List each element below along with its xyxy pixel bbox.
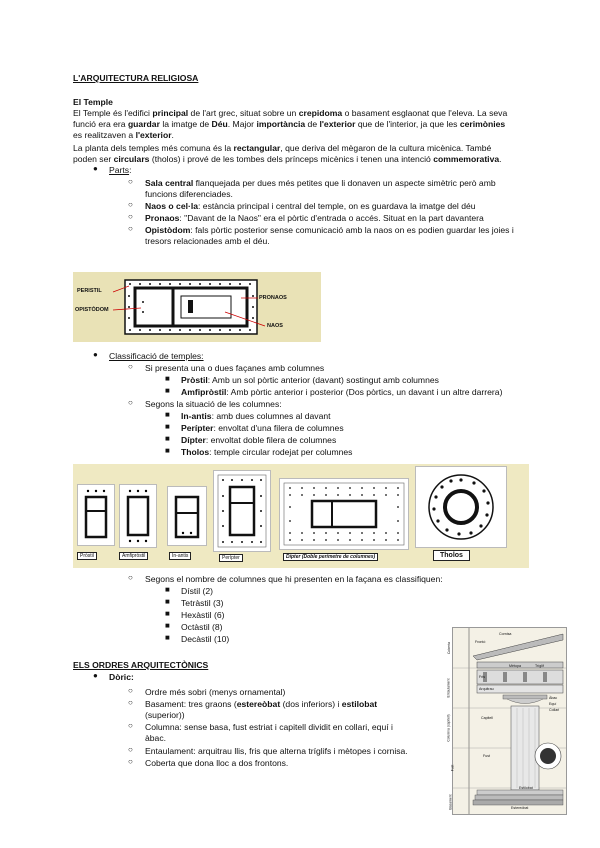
- temple-paragraph-1-line-3: es realitzaven a l'exterior.: [73, 130, 174, 140]
- situation-peripter: Perípter: envoltat d'una filera de columnes: [181, 423, 344, 433]
- bullet-square: ■: [165, 446, 170, 455]
- doric-item-2-cont: (superior)): [145, 710, 185, 720]
- part-item-opistodom: Opistòdom: fals pòrtic posterior sense comunicació amb la naos on es podien guardar les joies i: [145, 225, 514, 235]
- caption-amfiprostil: Amfipròstil: [119, 552, 148, 560]
- temple-paragraph-2-line-2: poden ser circulars (tholos) i prové de les tombes dels prínceps micènics i tenen una intenció commemorativa.: [73, 154, 502, 164]
- diagram-label-fronto: Frontó: [475, 640, 486, 644]
- part-item-sala-central: Sala central flanquejada per dues més petites que li donaven un aspecte simètric però amb: [145, 178, 496, 188]
- inantis-plan: [167, 486, 207, 546]
- facades-intro: Si presenta una o dues façanes amb columnes: [145, 363, 325, 373]
- caption-tholos: Tholos: [433, 550, 470, 561]
- page-title: L'ARQUITECTURA RELIGIOSA: [73, 73, 199, 83]
- doric-label: Dòric:: [109, 672, 134, 682]
- bullet-square: ■: [165, 410, 170, 419]
- bullet-circle: ○: [128, 177, 133, 186]
- bullet-square: ■: [165, 633, 170, 642]
- bullet-circle: ○: [128, 721, 133, 730]
- caption-dipter: Dípter (Doble perímetre de columnes): [283, 553, 378, 561]
- bullet-dot: ●: [93, 671, 98, 680]
- diagram-label-estereobat: Estereòbat: [511, 806, 529, 810]
- bullet-square: ■: [165, 597, 170, 606]
- caption-inantis: In-antis: [169, 552, 191, 560]
- classification-label: Classificació de temples:: [109, 351, 204, 361]
- diagram-label-collari: Collari: [549, 708, 560, 712]
- diagram-label-cornisa: Cornisa: [499, 632, 512, 636]
- bullet-circle: ○: [128, 212, 133, 221]
- part-item-naos: Naos o cel·la: estància principal i central del temple, on es guardava la imatge del déu: [145, 201, 476, 211]
- bullet-circle: ○: [128, 757, 133, 766]
- plan-label-peristil: PERISTIL: [77, 288, 102, 294]
- doric-order-drawing: [453, 628, 566, 814]
- diagram-side-basament: Basament: [448, 794, 453, 810]
- doric-item-3-cont: àbac.: [145, 733, 167, 743]
- bullet-square: ■: [165, 585, 170, 594]
- diagram-label-abac: Àbac: [549, 696, 558, 700]
- tholos-plan: [415, 466, 507, 548]
- bullet-square: ■: [165, 386, 170, 395]
- temple-plan-drawing: [73, 272, 321, 342]
- diagram-label-fust: Fust: [483, 754, 490, 758]
- part-item-opistodom-cont: tresors relacionades amb el déu.: [145, 236, 270, 246]
- diagram-label-triglif: Tríglif: [535, 664, 544, 668]
- situation-inantis: In-antis: amb dues columnes al davant: [181, 411, 331, 421]
- bullet-square: ■: [165, 621, 170, 630]
- facade-prostil: Pròstil: Amb un sol pòrtic anterior (davant) sostingut amb columnes: [181, 375, 439, 385]
- bullet-circle: ○: [128, 686, 133, 695]
- count-octastil: Octàstil (8): [181, 622, 223, 632]
- bullet-square: ■: [165, 609, 170, 618]
- count-tetrastil: Tetràstil (3): [181, 598, 224, 608]
- temple-types-figure: [73, 464, 529, 568]
- peripter-plan: [213, 470, 271, 552]
- count-hexastil: Hexàstil (6): [181, 610, 225, 620]
- caption-peripter: Perípter: [219, 554, 243, 562]
- bullet-circle: ○: [128, 573, 133, 582]
- bullet-square: ■: [165, 374, 170, 383]
- diagram-label-equi: Equí: [549, 702, 557, 706]
- doric-item-3: Columna: sense basa, fust estriat i capitell dividit en collari, equí i: [145, 722, 393, 732]
- diagram-side-fust: Fust: [450, 764, 455, 772]
- amfiprostil-plan: [119, 484, 157, 548]
- situation-intro: Segons la situació de les columnes:: [145, 399, 282, 409]
- diagram-label-arquitrau: Arquitrau: [479, 687, 494, 691]
- bullet-circle: ○: [128, 745, 133, 754]
- section-heading-orders: ELS ORDRES ARQUITECTÒNICS: [73, 660, 209, 670]
- bullet-dot: ●: [93, 164, 98, 173]
- situation-tholos: Tholos: temple circular rodejat per columnes: [181, 447, 353, 457]
- section-heading-temple: El Temple: [73, 97, 113, 107]
- bullet-circle: ○: [128, 698, 133, 707]
- situation-dipter: Dípter: envoltat doble filera de columnes: [181, 435, 337, 445]
- facade-amfiprostil: Amfipròstil: Amb pòrtic anterior i posterior (Dos pòrtics, un davant i un altre darrera): [181, 387, 503, 397]
- temple-plan-figure: [73, 272, 321, 342]
- count-distil: Dístil (2): [181, 586, 213, 596]
- diagram-label-estilobat: Estilobat: [519, 786, 533, 790]
- bullet-circle: ○: [128, 398, 133, 407]
- temple-paragraph-1-line-2: funció era era guardar la imatge de Déu. Major importància de l'exterior que de l'interior, ja que les cerimònies: [73, 119, 506, 129]
- dipter-plan: [279, 478, 409, 550]
- diagram-label-fris: Fris: [479, 675, 485, 679]
- bullet-dot: ●: [93, 350, 98, 359]
- parts-label: Parts:: [109, 165, 132, 175]
- caption-prostil: Pròstil: [77, 552, 97, 560]
- plan-label-opistodom: OPISTÒDOM: [75, 307, 109, 313]
- bullet-circle: ○: [128, 200, 133, 209]
- doric-item-5: Coberta que dona lloc a dos frontons.: [145, 758, 289, 768]
- count-intro: Segons el nombre de columnes que hi presenten en la façana es classifiquen:: [145, 574, 443, 584]
- bullet-circle: ○: [128, 362, 133, 371]
- count-decastil: Decàstil (10): [181, 634, 230, 644]
- part-item-sala-central-cont: funcions diferenciades.: [145, 189, 233, 199]
- diagram-side-coberta: Coberta: [447, 641, 452, 655]
- bullet-square: ■: [165, 422, 170, 431]
- diagram-side-entaulament: Entaulament: [446, 678, 451, 698]
- plan-label-pronaos: PRONAOS: [259, 295, 287, 301]
- temple-paragraph-1-line-1: El Temple és l'edifici principal de l'art grec, situat sobre un crepidoma o basament esglaonat que l'eleva. La seva: [73, 108, 508, 118]
- diagram-side-capitell: Columna (capitell): [446, 714, 451, 742]
- doric-order-diagram: [446, 627, 567, 815]
- prostil-plan: [77, 484, 115, 546]
- diagram-label-capitell: Capitell: [481, 716, 493, 720]
- diagram-label-metopa: Mètopa: [509, 664, 521, 668]
- bullet-circle: ○: [128, 224, 133, 233]
- doric-item-1: Ordre més sobri (menys ornamental): [145, 687, 286, 697]
- part-item-pronaos: Pronaos: "Davant de la Naos" era el pòrtic d'entrada o accés. Situat en la part davantera: [145, 213, 484, 223]
- temple-paragraph-2-line-1: La planta dels temples més comuna és la rectangular, que deriva del mègaron de la cultura micènica. També: [73, 143, 492, 153]
- bullet-square: ■: [165, 434, 170, 443]
- doric-item-4: Entaulament: arquitrau llis, fris que alterna tríglifs i mètopes i cornisa.: [145, 746, 408, 756]
- doric-item-2: Basament: tres graons (estereòbat (dos inferiors) i estilobat: [145, 699, 378, 709]
- plan-label-naos: NAOS: [267, 323, 283, 329]
